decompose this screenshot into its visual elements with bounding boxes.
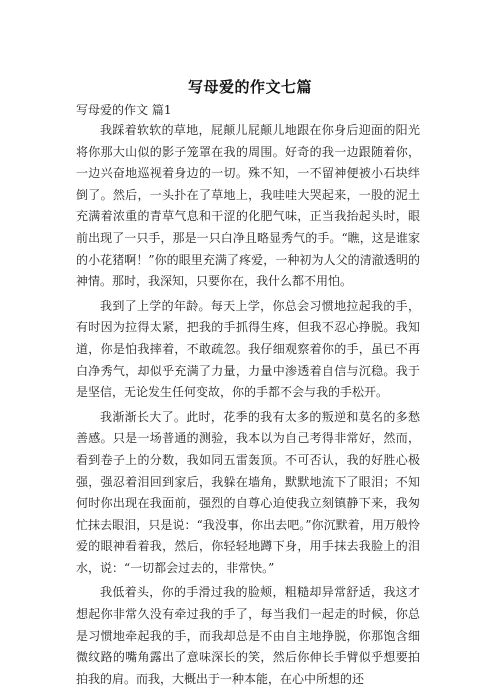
paragraph: 我踩着软软的草地，屁颠儿屁颠儿地跟在你身后迎面的阳光将你那大山似的影子笼罩在我的周围。好奇的我一边跟随着你，一边兴奋地巡视着身边的一切。殊不知，一不留神便被小石块绊倒了。然后，一头扑在了草地上，我哇哇大哭起来，一股的泥土充满着浓重的青草气息和干涩的化肥气味，正当我抬起头时，眼前出现了一只手，那是一只白净且略显秀气的手。“瞧，这是谁家的小花猪啊！”你的眼里充满了疼爱，一种初为人父的清澈透明的神情。那时，我深知，只要你在，我什么都不用怕。 xyxy=(76,123,420,289)
paragraph: 我低着头，你的手滑过我的脸颊，粗糙却异常舒适，我这才想起你非常久没有牵过我的手了，每当我们一起走的时候，你总是习惯地牵起我的手，而我却总是不由自主地挣脱，你那饱含细微纹路的嘴角露出了意味深长的笑，然后你伸长手臂似乎想要拍拍我的肩。而我，大概出于一种本能，在心中所想的还 xyxy=(76,585,420,686)
essay-body xyxy=(76,120,420,690)
essay-heading: 写母爱的作文 篇1 xyxy=(76,103,172,117)
paragraph: 我渐渐长大了。此时，花季的我有太多的叛逆和莫名的多愁善感。只是一场普通的测验，我本以为自己考得非常好，然而，看到卷子上的分数，我如同五雷轰顶。不可否认，我的好胜心极强，强忍着泪回到家后，我躲在墙角，默默地流下了眼泪；不知何时你出现在我面前，强烈的自尊心迫使我立刻镇静下来，我匆忙抹去眼泪，只是说：“我没事，你出去吧。”你沉默着，用万般怜爱的眼神看着我，然后，你轻轻地蹲下身，用手抹去我脸上的泪水，说：“一切都会过去的，非常快。” xyxy=(76,409,420,575)
document-title: 写母爱的作文七篇 xyxy=(187,78,312,96)
paragraph: 我到了上学的年龄。每天上学，你总会习惯地拉起我的手，有时因为拉得太紧，把我的手抓得生疼，但我不忍心挣脱。我知道，你是怕我摔着，不敢疏忽。我仔细观察着你的手，虽已不再白净秀气，却似乎充满了力量，力量中渗透着自信与沉稳。我于是坚信，无论发生任何变故，你的手都不会与我的手松开。 xyxy=(76,298,420,400)
